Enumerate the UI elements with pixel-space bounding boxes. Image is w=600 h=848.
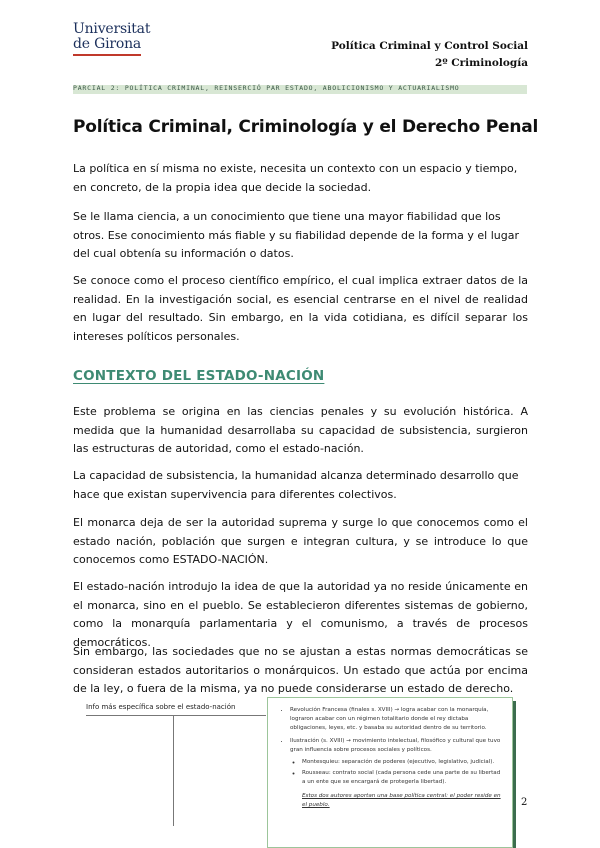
course-header: [331, 38, 528, 72]
logo-line-2: de Girona: [73, 36, 142, 52]
intro-paragraph-3: Se conoce como el proceso científico empírico, el cual implica extraer datos de la realidad. En la investigación social, es esencial centrarse en el nivel de realidad en lugar del resultado. Sin embargo, en la vida cotidiana, es difícil separar los intereses políticos personales.: [73, 274, 528, 343]
page-number: 2: [521, 797, 528, 808]
exam-band-text: PARCIAL 2: POLÍTICA CRIMINAL, REINSERCIÓ PAR ESTADO, ABOLICIONISMO Y ACTUARIALISMO: [73, 84, 460, 92]
section-paragraph-5: Sin embargo, las sociedades que no se ajustan a estas normas democráticas se consideran estados autoritarios o monárquicos. Un estado que actúa por encima de la ley, o fuera de la misma, ya no puede considerarse un estado de derecho.: [73, 645, 528, 695]
intro-paragraph-2: Se le llama ciencia, a un conocimiento que tiene una mayor fiabilidad que los otros. Ese conocimiento más fiable y su fiabilidad depende de la forma y el lugar del cual obtenía su información o datos.: [73, 210, 519, 260]
section-heading: CONTEXTO DEL ESTADO-NACIÓN: [73, 368, 325, 384]
note-sub-bullet-montesquieu: ◦ Montesquieu: separación de poderes (ejecutivo, legislativo, judicial).: [302, 758, 504, 767]
section-paragraph-4: El estado-nación introdujo la idea de que la autoridad ya no reside únicamente en el monarca, sino en el pueblo. Se establecieron diferentes sistemas de gobierno, como la monarquía parlamentaria y el comunismo, a través de procesos democráticos.: [73, 580, 528, 649]
logo-line-1: Universitat: [73, 21, 151, 37]
section-paragraph-3: El monarca deja de ser la autoridad suprema y surge lo que conocemos como el estado nación, población que surgen e integran cultura, y se introduce lo que conocemos como ESTADO-NACIÓN.: [73, 516, 528, 566]
note-label: Info más específica sobre el estado-nación: [86, 702, 266, 716]
section-paragraph-1: Este problema se origina en las ciencias penales y su evolución histórica. A medida que la humanidad desarrollaba su capacidad de subsistencia, surgieron las estructuras de autoridad, como el estado-nación.: [73, 405, 528, 455]
university-logo: [73, 22, 153, 56]
note-bullet-ilustracion-text: Ilustración (s. XVIII) → movimiento intelectual, filosófico y cultural que tuvo gran influencia sobre procesos sociales y políticos.: [290, 738, 501, 753]
logo-underline: [73, 54, 141, 56]
note-list: [280, 706, 504, 787]
section-paragraph-2: La capacidad de subsistencia, la humanidad alcanza determinado desarrollo que hace que existan supervivencia para diferentes colectivos.: [73, 469, 519, 501]
note-box: [267, 697, 513, 848]
note-bullet-ilustracion: [290, 737, 504, 787]
note-bullet-revolution: • Revolución Francesa (finales s. XVIII) → logra acabar con la monarquía, lograron acabar con un régimen totalitario donde el rey dictaba obligaciones, leyes, etc. y basaba su autoridad dentro de su territorio.: [290, 706, 504, 733]
note-connector: [173, 716, 174, 826]
note-sub-list: [290, 758, 504, 787]
course-title: Política Criminal y Control Social: [331, 40, 528, 52]
page-title: Política Criminal, Criminología y el Derecho Penal: [73, 117, 539, 137]
note-sub-bullet-rousseau: ◦ Rousseau: contrato social (cada persona cede una parte de su libertad a un ente que se encargará de protegerla libertad).: [302, 769, 504, 787]
note-final: Estos dos autores aportan una base política central: el poder reside en el pueblo.: [302, 793, 501, 808]
intro-paragraph-1: La política en sí misma no existe, necesita un contexto con un espacio y tiempo, en concreto, de la propia idea que decide la sociedad.: [73, 162, 518, 194]
course-subtitle: 2º Criminología: [435, 57, 528, 69]
